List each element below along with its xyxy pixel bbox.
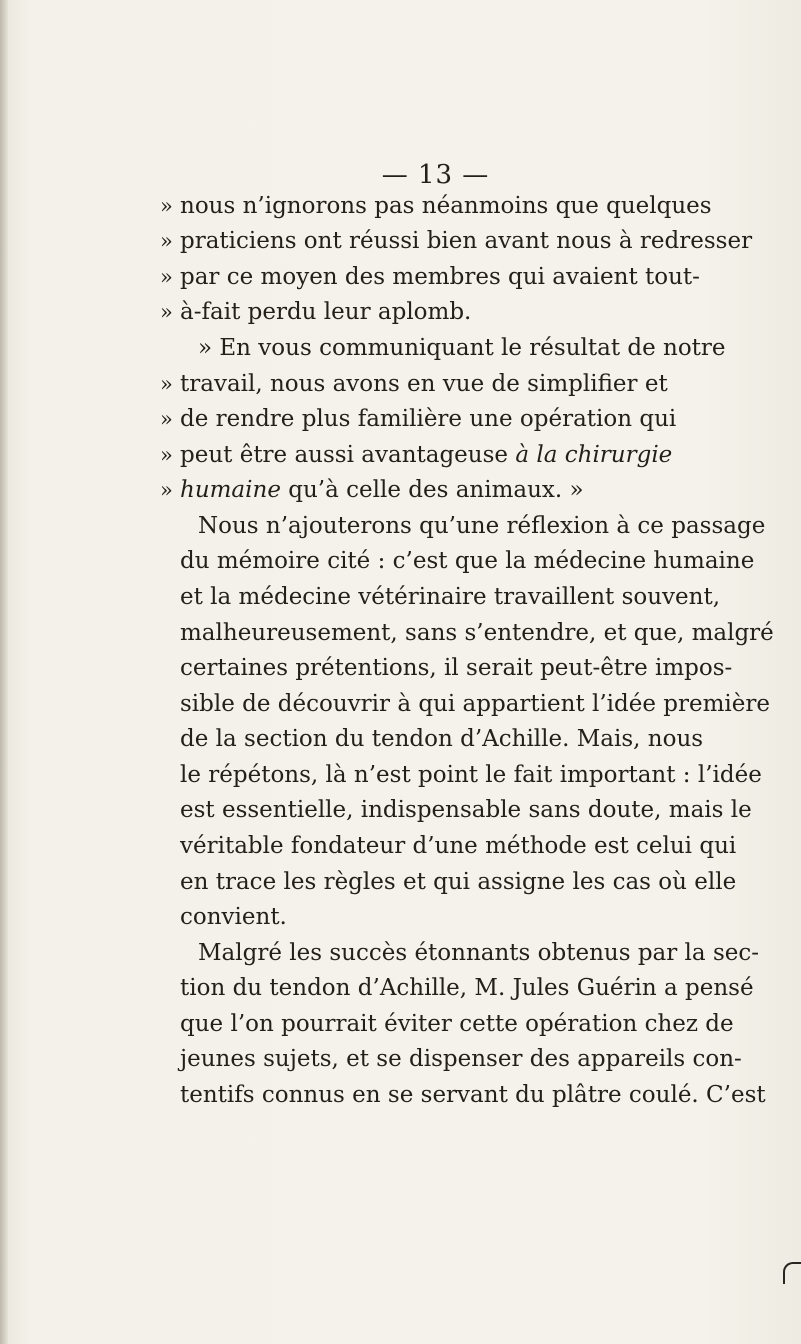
text-line <box>180 1041 742 1077</box>
text-line <box>180 828 736 864</box>
line-text: convient. <box>180 904 287 930</box>
text-line <box>198 935 759 971</box>
text-line <box>180 686 770 722</box>
text-line <box>160 472 584 508</box>
text-line <box>160 366 668 402</box>
text-line <box>198 508 765 544</box>
line-text: travail, nous avons en vue de simplifier et <box>180 371 668 397</box>
text-line <box>180 970 754 1006</box>
text-line <box>198 330 726 366</box>
text-line <box>180 579 720 615</box>
text-line <box>160 259 700 295</box>
line-text: peut être aussi avantageuse <box>180 442 516 468</box>
text-line <box>180 1077 766 1113</box>
text-line <box>180 864 736 900</box>
quote-mark: » <box>160 265 173 289</box>
line-text: tentifs connus en se servant du plâtre coulé. C’est <box>180 1082 766 1108</box>
quote-mark: » <box>160 229 173 253</box>
line-text: malheureusement, sans s’entendre, et que, malgré <box>180 620 774 646</box>
line-text: par ce moyen des membres qui avaient tout- <box>180 264 700 290</box>
text-line <box>180 792 752 828</box>
text-line <box>160 223 753 259</box>
text-line <box>160 294 472 330</box>
line-text: de rendre plus familière une opération qui <box>180 406 677 432</box>
line-text: tion du tendon d’Achille, M. Jules Guérin a pensé <box>180 975 754 1001</box>
line-text: véritable fondateur d’une méthode est celui qui <box>180 833 737 859</box>
line-text: nous n’ignorons pas néanmoins que quelques <box>180 193 712 219</box>
line-text: que l’on pourrait éviter cette opération chez de <box>180 1011 734 1037</box>
line-text: et la médecine vétérinaire travaillent souvent, <box>180 584 721 610</box>
line-text: de la section du tendon d’Achille. Mais, nous <box>180 726 704 752</box>
line-text: » En vous communiquant le résultat de notre <box>198 335 726 361</box>
line-text: Malgré les succès étonnants obtenus par la sec- <box>198 940 760 966</box>
page-binding-edge <box>0 0 8 1344</box>
line-text: Nous n’ajouterons qu’une réflexion à ce passage <box>198 513 766 539</box>
line-text: praticiens ont réussi bien avant nous à redresser <box>180 228 753 254</box>
text-line <box>160 437 673 473</box>
line-text: du mémoire cité : c’est que la médecine humaine <box>180 548 755 574</box>
text-line <box>180 899 287 935</box>
page-header <box>0 160 801 190</box>
line-text: qu’à celle des animaux. » <box>280 477 584 503</box>
line-text: sible de découvrir à qui appartient l’idée première <box>180 691 770 717</box>
page-number: — 13 — <box>381 160 490 190</box>
quote-mark: » <box>160 443 173 467</box>
line-text: jeunes sujets, et se dispenser des appareils con- <box>180 1046 742 1072</box>
text-line <box>180 721 703 757</box>
line-text: à-fait perdu leur aplomb. <box>180 299 472 325</box>
text-line <box>180 650 732 686</box>
text-line <box>180 1006 734 1042</box>
italic-text: à la chirurgie <box>515 442 673 468</box>
page-corner-mark <box>783 1262 801 1284</box>
line-text: en trace les règles et qui assigne les cas où elle <box>180 869 737 895</box>
quote-mark: » <box>160 372 173 396</box>
text-line <box>180 615 774 651</box>
quote-mark: » <box>160 194 173 218</box>
line-text: est essentielle, indispensable sans doute, mais le <box>180 797 752 823</box>
line-text: le répétons, là n’est point le fait important : l’idée <box>180 762 762 788</box>
line-text: certaines prétentions, il serait peut-être impos- <box>180 655 733 681</box>
text-line <box>160 188 712 224</box>
text-line <box>180 543 754 579</box>
quote-mark: » <box>160 478 173 502</box>
text-line <box>180 757 762 793</box>
quote-mark: » <box>160 407 173 431</box>
text-line <box>160 401 677 437</box>
quote-mark: » <box>160 300 173 324</box>
italic-text: humaine <box>180 477 281 503</box>
